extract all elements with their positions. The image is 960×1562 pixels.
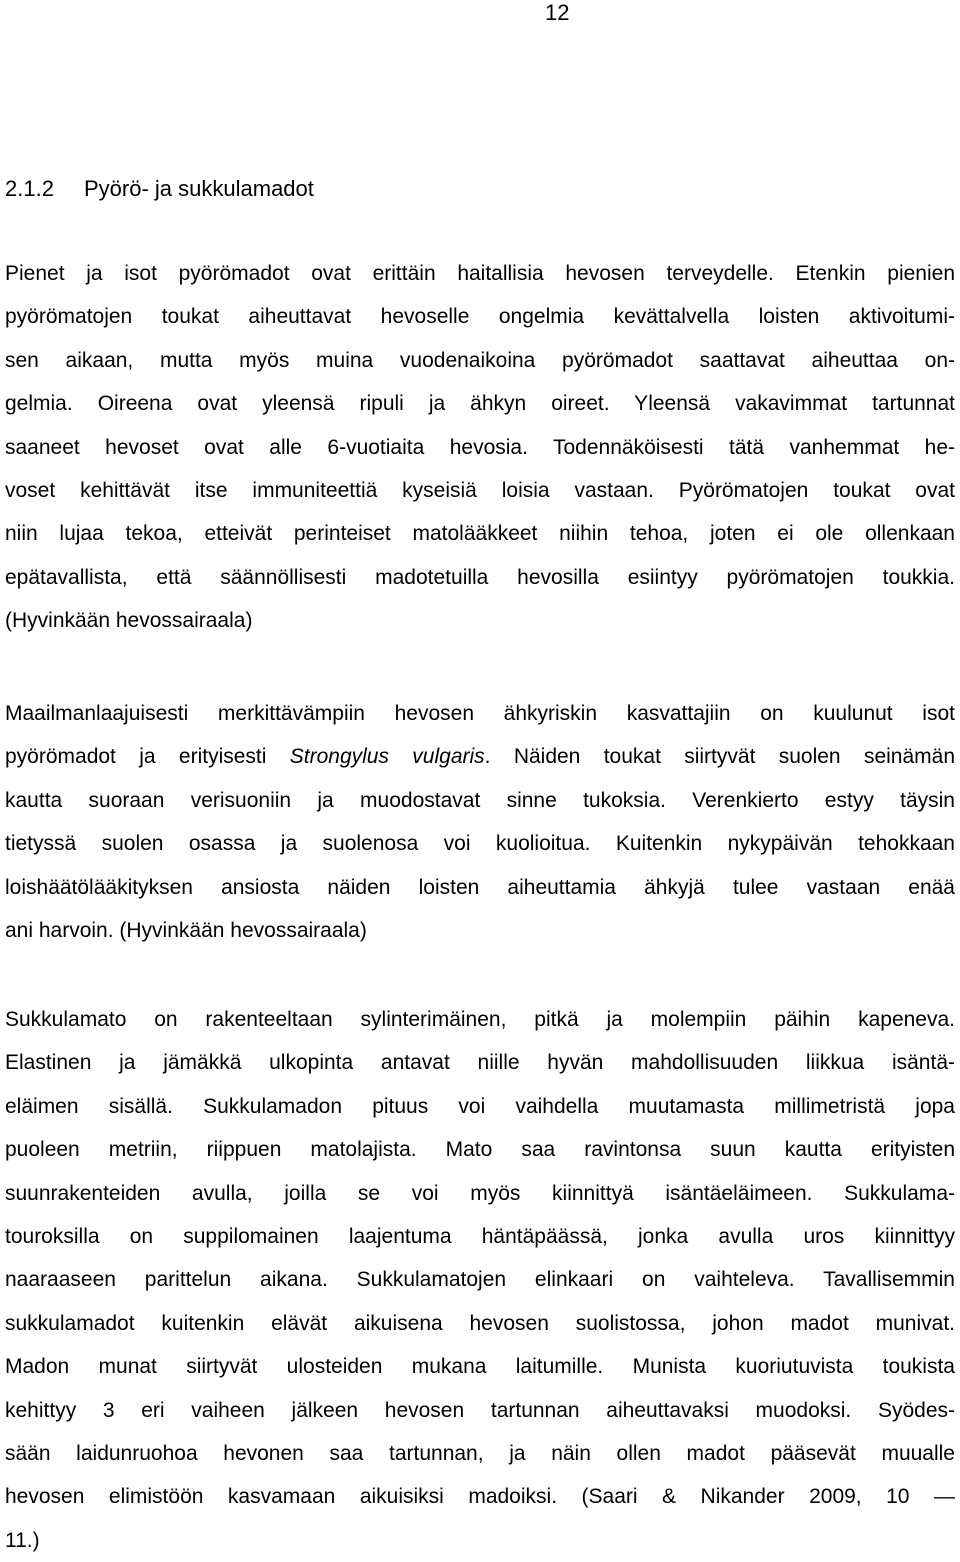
section-number: 2.1.2 bbox=[5, 176, 54, 201]
text-line: kehittyy 3 eri vaiheen jälkeen hevosen tartunnan aiheuttavaksi muodoksi. Syödes- bbox=[5, 1398, 955, 1422]
text-line: Elastinen ja jämäkkä ulkopinta antavat niille hyvän mahdollisuuden liikkua isäntä- bbox=[5, 1051, 955, 1075]
text-segment: pyörömadot ja erityisesti bbox=[5, 745, 290, 769]
text-line: Maailmanlaajuisesti merkittävämpiin hevosen ähkyriskin kasvattajiin on kuulunut isot bbox=[5, 702, 955, 725]
species-name: Strongylus vulgaris bbox=[289, 745, 485, 769]
text-line: epätavallista, että säännöllisesti madotetuilla hevosilla esiintyy pyörömatojen toukkia. bbox=[5, 565, 955, 589]
section-heading bbox=[5, 174, 314, 204]
text-line: voset kehittävät itse immuniteettiä kyseisiä loisia vastaan. Pyörömatojen toukat ovat bbox=[5, 478, 955, 502]
text-line: (Hyvinkään hevossairaala) bbox=[5, 609, 253, 633]
text-line: hevosen elimistöön kasvamaan aikuisiksi madoiksi. (Saari & Nikander 2009, 10 — bbox=[5, 1485, 955, 1509]
text-line: Pienet ja isot pyörömadot ovat erittäin haitallisia hevosen terveydelle. Etenkin pienien bbox=[5, 262, 955, 285]
text-line: loishäätölääkityksen ansiosta näiden loisten aiheuttamia ähkyjä tulee vastaan enää bbox=[5, 875, 955, 899]
text-line: kautta suoraan verisuoniin ja muodostavat sinne tukoksia. Verenkierto estyy täysin bbox=[5, 788, 955, 812]
text-line: saaneet hevoset ovat alle 6-vuotiaita hevosia. Todennäköisesti tätä vanhemmat he- bbox=[5, 435, 955, 459]
paragraph-colic-risk bbox=[5, 692, 955, 952]
text-segment: . Näiden toukat siirtyvät suolen seinämän bbox=[484, 745, 955, 769]
text-line: 11.) bbox=[5, 1528, 40, 1552]
text-line: touroksilla on suppilomainen laajentuma häntäpäässä, jonka avulla uros kiinnittyy bbox=[5, 1224, 955, 1248]
text-line: sen aikaan, mutta myös muina vuodenaikoina pyörömadot saattavat aiheuttaa on- bbox=[5, 348, 955, 372]
text-line: pyörömatojen toukat aiheuttavat hevoselle ongelmia kevättalvella loisten aktivoitumi- bbox=[5, 305, 955, 329]
text-line: Sukkulamato on rakenteeltaan sylinterimäinen, pitkä ja molempiin päihin kapeneva. bbox=[5, 1008, 955, 1031]
text-line: naaraaseen parittelun aikana. Sukkulamatojen elinkaari on vaihteleva. Tavallisemmin bbox=[5, 1268, 955, 1292]
paragraph-roundworms bbox=[5, 252, 955, 643]
text-line bbox=[5, 735, 955, 778]
text-line: ani harvoin. (Hyvinkään hevossairaala) bbox=[5, 918, 367, 942]
text-line: sään laidunruohoa hevonen saa tartunnan, ja näin ollen madot pääsevät muualle bbox=[5, 1441, 955, 1465]
page-number: 12 bbox=[545, 0, 570, 25]
text-line: puoleen metriin, riippuen matolajista. Mato saa ravintonsa suun kautta erityisten bbox=[5, 1138, 955, 1162]
text-line: eläimen sisällä. Sukkulamadon pituus voi vaihdella muutamasta millimetristä jopa bbox=[5, 1094, 955, 1118]
text-line: tietyssä suolen osassa ja suolenosa voi kuolioitua. Kuitenkin nykypäivän tehokkaan bbox=[5, 832, 955, 856]
text-line: niin lujaa tekoa, etteivät perinteiset matolääkkeet niihin tehoa, joten ei ole ollenkaan bbox=[5, 522, 955, 546]
text-line: sukkulamadot kuitenkin elävät aikuisena hevosen suolistossa, johon madot munivat. bbox=[5, 1311, 955, 1335]
paragraph-nematodes bbox=[5, 998, 955, 1562]
section-title: Pyörö- ja sukkulamadot bbox=[84, 176, 314, 201]
text-line: gelmia. Oireena ovat yleensä ripuli ja ähkyn oireet. Yleensä vakavimmat tartunnat bbox=[5, 392, 955, 416]
text-line: suunrakenteiden avulla, joilla se voi myös kiinnittyä isäntäeläimeen. Sukkulama- bbox=[5, 1181, 955, 1205]
text-line: Madon munat siirtyvät ulosteiden mukana laitumille. Munista kuoriutuvista toukista bbox=[5, 1355, 955, 1379]
